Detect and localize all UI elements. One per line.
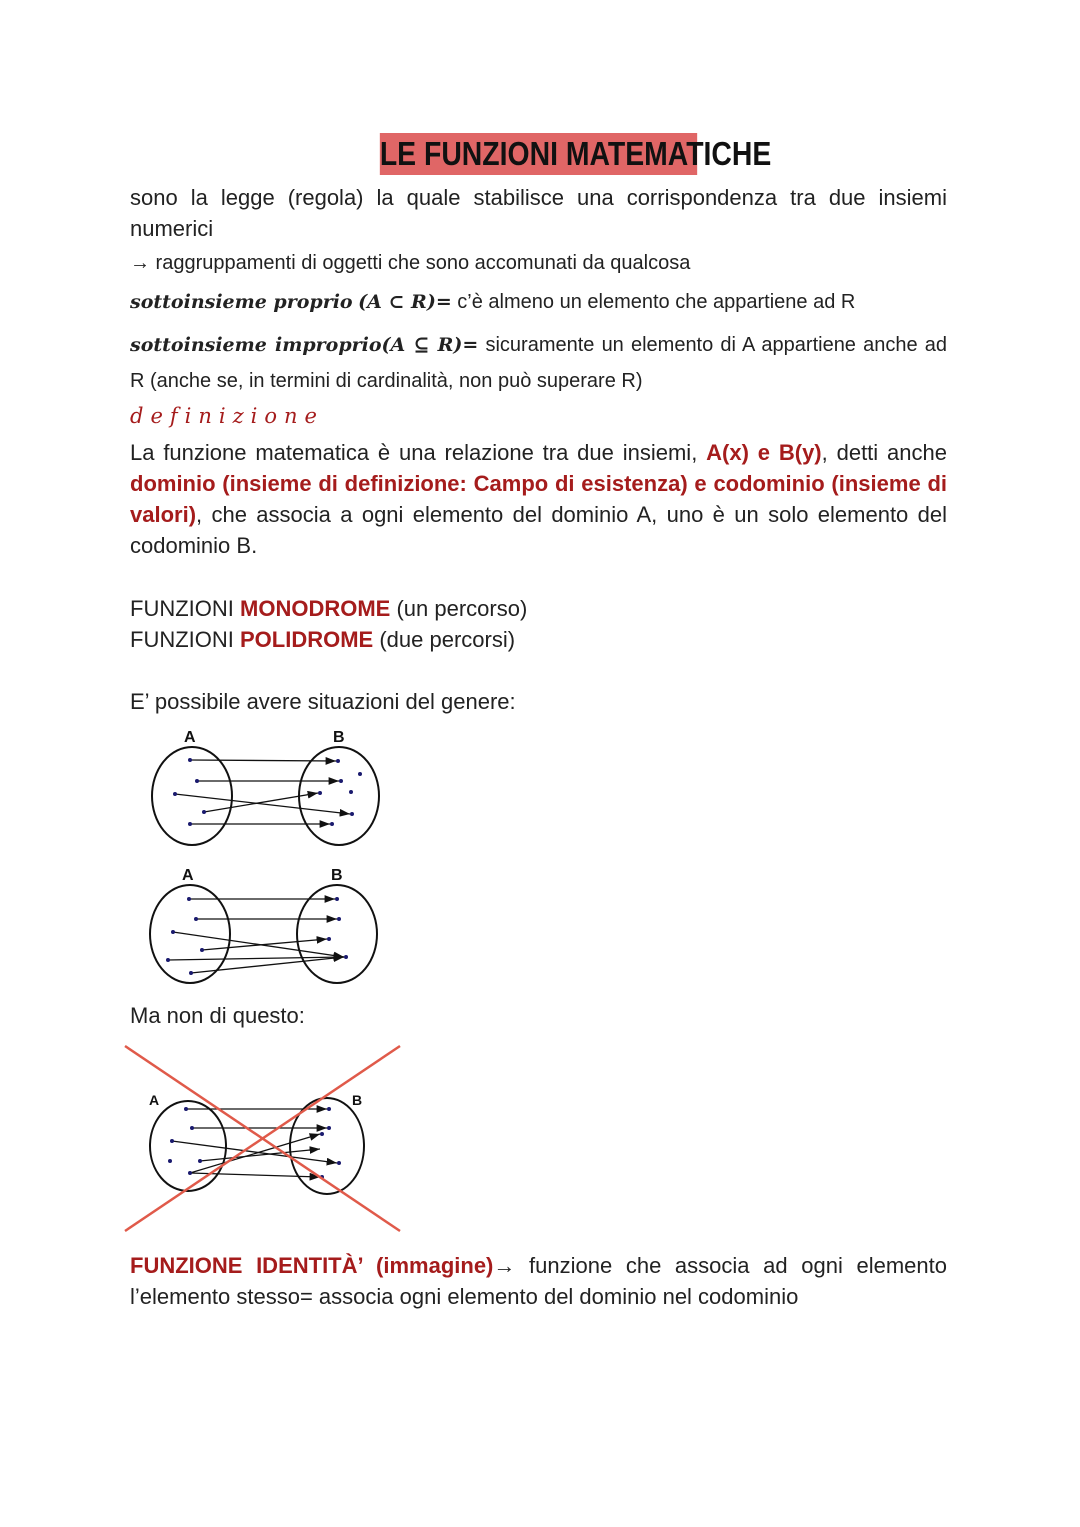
- mono-prefix: FUNZIONI: [130, 596, 240, 621]
- definition-heading: definizione: [130, 404, 324, 428]
- identity-paragraph: [130, 1250, 947, 1312]
- def-domain: dominio (insieme di definizione: Campo di esistenza) e codominio (insieme di valori): [130, 471, 947, 527]
- possible-text: E’ possibile avere situazioni del genere:: [130, 689, 516, 714]
- set-label-a: A: [182, 867, 194, 884]
- poli-prefix: FUNZIONI: [130, 627, 240, 652]
- set-label-b: B: [331, 867, 343, 884]
- definition-paragraph: [130, 437, 947, 561]
- mono-desc: (un percorso): [390, 596, 528, 621]
- diagram-invalid: [125, 1046, 400, 1231]
- subset-improper-text: sicuramente un elemento di A appartiene anche ad R (anche se, in termini di cardinalità, non può superare R): [130, 334, 947, 392]
- arrow-line: → raggruppamenti di oggetti che sono accomunati da qualcosa: [130, 252, 691, 274]
- monodrome-line: [130, 593, 947, 624]
- subset-proper-notation: (A ⊂ R)=: [358, 291, 452, 313]
- subset-proper: [130, 287, 947, 318]
- def-sets: A(x) e B(y): [706, 440, 822, 465]
- subset-improper-notation: (A ⊆ R)=: [381, 334, 479, 356]
- set-label-b: B: [352, 1092, 363, 1108]
- not-this-text: Ma non di questo:: [130, 1003, 305, 1028]
- poli-term: POLIDROME: [240, 627, 374, 652]
- invalid-mapping-diagram: [0, 1031, 1080, 1246]
- cross-out-mark: [125, 1046, 400, 1231]
- page-title: LE FUNZIONI MATEMATICHE: [380, 133, 697, 175]
- mono-term: MONODROME: [240, 596, 391, 621]
- subset-improper: [130, 327, 947, 399]
- title-row: [0, 133, 1080, 175]
- subset-improper-label: sottoinsieme improprio: [130, 334, 382, 356]
- subset-proper-text: c’è almeno un elemento che appartiene ad R: [451, 291, 856, 313]
- identity-desc: → funzione che associa ad ogni elemento l’elemento stesso= associa ogni elemento del dominio nel codominio: [130, 1253, 947, 1309]
- poli-desc: (due percorsi): [373, 627, 516, 652]
- def-text-2: , detti anche: [821, 440, 947, 465]
- identity-term: FUNZIONE IDENTITÀ’ (immagine): [130, 1253, 494, 1278]
- def-text-1: La funzione matematica è una relazione tra due insiemi,: [130, 440, 707, 465]
- diagram-valid-2: [150, 885, 377, 983]
- def-text-3: , che associa a ogni elemento del dominio A, uno è un solo elemento del codominio B.: [130, 502, 947, 558]
- subset-proper-label: sottoinsieme proprio: [130, 291, 353, 313]
- intro-text: sono la legge (regola) la quale stabilisce una corrispondenza tra due insiemi numerici: [130, 185, 947, 241]
- polidrome-line: [130, 624, 947, 655]
- valid-mapping-diagrams: [0, 717, 1080, 996]
- set-label-a: A: [184, 729, 196, 746]
- set-label-a: A: [149, 1092, 160, 1108]
- set-label-b: B: [333, 729, 345, 746]
- diagram-valid-1: [152, 747, 379, 845]
